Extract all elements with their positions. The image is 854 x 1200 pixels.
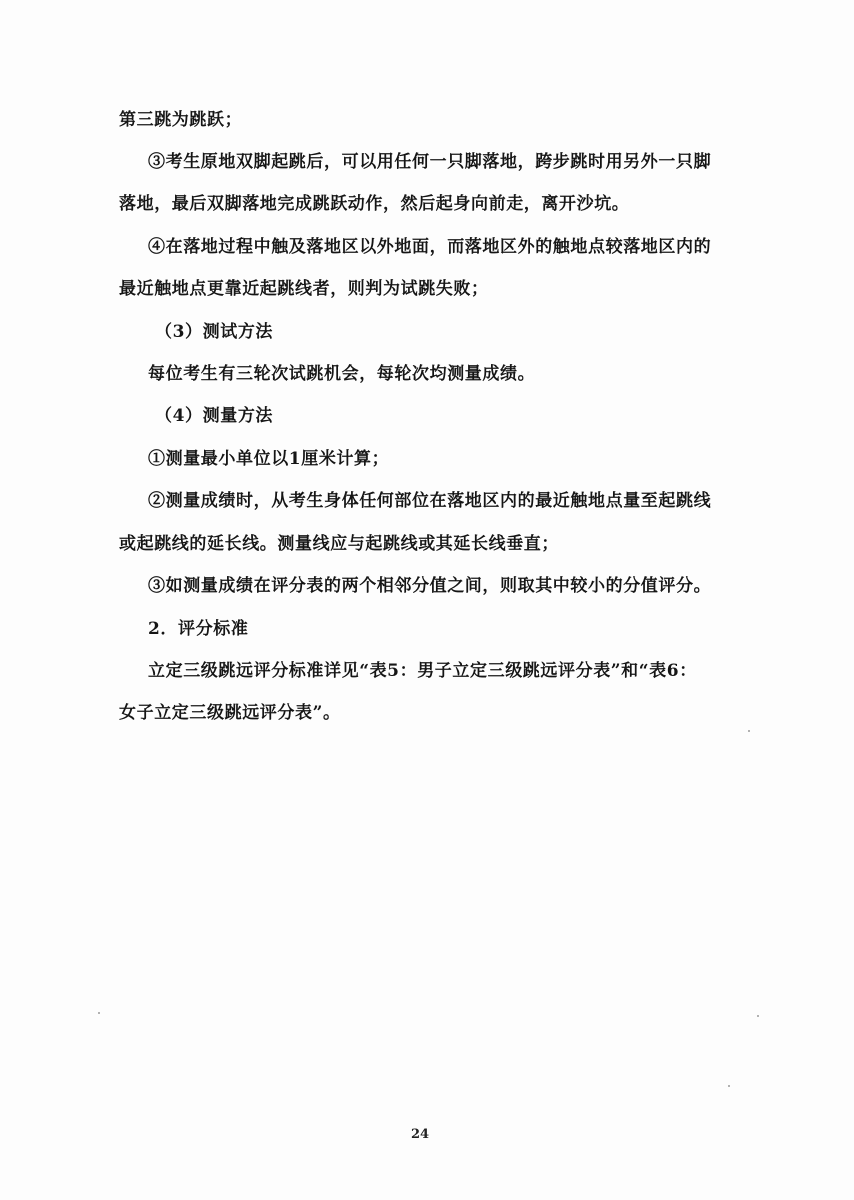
- scan-speck: [757, 1015, 759, 1017]
- text-line-measure-2-part1: ②测量成绩时，从考生身体任何部位在落地区内的最近触地点量至起跳线: [148, 491, 712, 511]
- text-line-rule-4-part2: 最近触地点更靠近起跳线者，则判为试跳失败；: [119, 279, 489, 299]
- section-heading-measure-method: （4）测量方法: [155, 406, 274, 426]
- section-heading-scoring-standard: 2．评分标准: [148, 619, 249, 639]
- text-line-measure-1: ①测量最小单位以1厘米计算；: [148, 449, 390, 469]
- text-line-scoring-part1: 立定三级跳远评分标准详见“表5：男子立定三级跳远评分表”和“表6：: [148, 661, 697, 681]
- text-line-measure-2-part2: 或起跳线的延长线。测量线应与起跳线或其延长线垂直；: [119, 534, 559, 554]
- text-line-rule-3-part1: ③考生原地双脚起跳后，可以用任何一只脚落地，跨步跳时用另外一只脚: [148, 152, 712, 172]
- text-line-jump-third: 第三跳为跳跃；: [119, 110, 243, 130]
- section-heading-test-method: （3）测试方法: [155, 322, 274, 342]
- scan-speck: [748, 730, 750, 732]
- text-line-rule-3-part2: 落地，最后双脚落地完成跳跃动作，然后起身向前走，离开沙坑。: [119, 194, 630, 214]
- scan-speck: [728, 1085, 730, 1087]
- text-line-scoring-part2: 女子立定三级跳远评分表”。: [119, 703, 341, 723]
- page-number: 24: [411, 1127, 430, 1142]
- text-line-measure-3: ③如测量成绩在评分表的两个相邻分值之间，则取其中较小的分值评分。: [148, 576, 712, 596]
- text-line-test-method: 每位考生有三轮次试跳机会，每轮次均测量成绩。: [148, 364, 536, 384]
- scan-speck: [98, 1012, 100, 1014]
- text-line-rule-4-part1: ④在落地过程中触及落地区以外地面，而落地区外的触地点较落地区内的: [148, 237, 712, 257]
